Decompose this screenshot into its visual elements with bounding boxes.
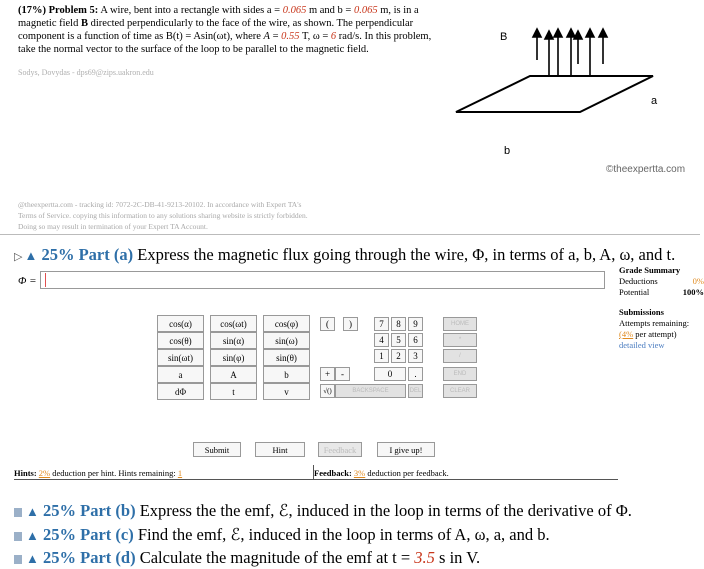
field-arrows <box>533 29 607 76</box>
feedback-deduction-pct: 3% <box>353 468 366 478</box>
key-del[interactable]: DEL <box>408 384 423 398</box>
hint-deduction-pct: 2% <box>38 468 51 478</box>
key-cos-phi[interactable]: cos(φ) <box>263 315 310 332</box>
key-cos-omega-t[interactable]: cos(ωt) <box>210 315 257 332</box>
answer-input[interactable] <box>40 271 605 289</box>
key-A[interactable]: A <box>210 366 257 383</box>
field-symbol: B <box>80 18 88 29</box>
feedback-button[interactable]: Feedback <box>318 442 362 457</box>
hints-label: Hints: <box>14 468 37 478</box>
key-backspace[interactable]: BACKSPACE <box>335 384 406 398</box>
key-decimal[interactable]: . <box>408 367 423 381</box>
key-5[interactable]: 5 <box>391 333 406 347</box>
potential-label: Potential <box>619 287 650 297</box>
key-1[interactable]: 1 <box>374 349 389 363</box>
potential-value: 100% <box>682 287 704 297</box>
action-bar <box>0 442 700 462</box>
key-clear[interactable]: CLEAR <box>443 384 477 398</box>
key-9[interactable]: 9 <box>408 317 423 331</box>
submit-button[interactable]: Submit <box>193 442 241 457</box>
warning-icon: ▲ <box>26 551 39 566</box>
key-end[interactable]: END <box>443 367 477 381</box>
key-3[interactable]: 3 <box>408 349 423 363</box>
label-b: b <box>504 145 511 157</box>
side-b-value: 0.065 <box>353 5 378 16</box>
time-value: 3.5 <box>414 548 435 567</box>
key-0[interactable]: 0 <box>374 367 406 381</box>
key-close-paren[interactable]: ) <box>343 317 358 331</box>
part-c-text: Find the emf, ℰ, induced in the loop in terms of A, ω, a, and b. <box>137 525 550 544</box>
hints-info <box>14 468 182 478</box>
collapsed-icon <box>14 532 22 541</box>
warning-icon: ▲ <box>24 248 38 263</box>
warning-icon: ▲ <box>26 504 39 519</box>
feedback-info <box>314 468 449 478</box>
key-sin-theta[interactable]: sin(θ) <box>263 349 310 366</box>
problem-text: directed perpendicularly to the face of the wire, as shown. The perpendicular component is a function of time as B(t) = Asin(ωt), where <box>18 18 414 42</box>
key-sin-alpha[interactable]: sin(α) <box>210 332 257 349</box>
student-credit: Sodys, Dovydas - dps69@zips.uakron.edu <box>18 68 154 77</box>
problem-text: m, is in a magnetic field <box>18 5 419 29</box>
hints-text: deduction per hint. Hints remaining: <box>52 468 176 478</box>
key-2[interactable]: 2 <box>391 349 406 363</box>
feedback-text: deduction per feedback. <box>367 468 449 478</box>
key-4[interactable]: 4 <box>374 333 389 347</box>
problem-statement <box>18 4 438 56</box>
key-b[interactable]: b <box>263 366 310 383</box>
side-a-value: 0.065 <box>282 5 307 16</box>
detailed-view-link[interactable]: detailed view <box>619 340 665 350</box>
per-attempt-text: per attempt) <box>635 329 677 339</box>
key-cos-theta[interactable]: cos(θ) <box>157 332 204 349</box>
grade-summary <box>619 265 704 351</box>
tracking-notice: @theexpertta.com - tracking id: 7072-2C-DB-41-9213-20102. In accordance with Expert TA's Terms of Service. copying this information to any solutions sharing website is strictly forbidden. Doing so may result in termination of your Expert TA Account. <box>18 200 308 231</box>
key-plus[interactable]: + <box>320 367 335 381</box>
key-sqrt[interactable]: √() <box>320 384 335 398</box>
deductions-value: 0% <box>692 276 704 286</box>
key-6[interactable]: 6 <box>408 333 423 347</box>
figure-credit: ©theexpertta.com <box>606 164 686 175</box>
key-cos-alpha[interactable]: cos(α) <box>157 315 204 332</box>
label-B: B <box>500 31 508 43</box>
loop-figure <box>448 4 700 174</box>
part-b-label: 25% Part (b) <box>43 501 136 520</box>
grade-title: Grade Summary <box>619 265 681 275</box>
key-multiply[interactable]: * <box>443 333 477 347</box>
part-a-header[interactable] <box>14 245 704 267</box>
expand-arrow-icon: ▷ <box>14 251 23 263</box>
collapsed-icon <box>14 508 22 517</box>
key-sin-omega-t[interactable]: sin(ωt) <box>157 349 204 366</box>
part-a-label: 25% Part (a) <box>41 245 134 264</box>
part-a-text: Express the magnetic flux going through the wire, Φ, in terms of a, b, A, ω, and t. <box>137 245 676 264</box>
key-divide[interactable]: / <box>443 349 477 363</box>
give-up-button[interactable]: I give up! <box>377 442 435 457</box>
deductions-label: Deductions <box>619 276 658 286</box>
warning-icon: ▲ <box>26 528 39 543</box>
part-d-text: Calculate the magnitude of the emf at t = <box>139 548 411 567</box>
problem-text: m and b = <box>308 5 352 16</box>
part-d-header[interactable] <box>14 548 480 568</box>
key-open-paren[interactable]: ( <box>320 317 335 331</box>
text-caret <box>45 273 46 287</box>
hint-button[interactable]: Hint <box>255 442 305 457</box>
key-a[interactable]: a <box>157 366 204 383</box>
key-dphi[interactable]: dΦ <box>157 383 204 400</box>
problem-text: A wire, bent into a rectangle with sides a = <box>100 5 281 16</box>
problem-text: T, ω = <box>301 31 329 42</box>
key-minus[interactable]: - <box>335 367 350 381</box>
amplitude-value: 0.55 <box>281 31 300 42</box>
part-d-text: s in V. <box>439 548 481 567</box>
part-b-header[interactable] <box>14 501 632 521</box>
part-c-label: 25% Part (c) <box>43 525 134 544</box>
key-t[interactable]: t <box>210 383 257 400</box>
part-d-label: 25% Part (d) <box>43 548 136 567</box>
wire-loop <box>456 76 653 112</box>
part-c-header[interactable] <box>14 525 550 545</box>
submissions-title: Submissions <box>619 307 664 317</box>
collapsed-icon <box>14 555 22 564</box>
part-b-text: Express the the emf, ℰ, induced in the loop in terms of the derivative of Φ. <box>139 501 632 520</box>
label-a: a <box>651 95 658 107</box>
feedback-label: Feedback: <box>314 468 352 478</box>
omega-value: 6 <box>330 31 337 42</box>
per-attempt-pct: (4% <box>619 329 634 339</box>
key-sin-phi[interactable]: sin(φ) <box>210 349 257 366</box>
attempts-remaining: Attempts remaining: <box>619 318 690 328</box>
equals-sign: = <box>272 31 279 42</box>
problem-header: (17%) Problem 5: <box>18 5 99 16</box>
key-7[interactable]: 7 <box>374 317 389 331</box>
hints-remaining: 1 <box>177 468 183 478</box>
key-home[interactable]: HOME <box>443 317 477 331</box>
amplitude-symbol: A <box>263 31 270 42</box>
key-8[interactable]: 8 <box>391 317 406 331</box>
divider <box>14 479 618 480</box>
divider <box>0 234 700 235</box>
key-v[interactable]: v <box>263 383 310 400</box>
answer-label: Φ = <box>18 275 37 287</box>
key-sin-omega[interactable]: sin(ω) <box>263 332 310 349</box>
problem-text: rad/s. In this problem, take the normal vector to the surface of the loop to be parallel to the magnetic field. <box>18 31 432 55</box>
